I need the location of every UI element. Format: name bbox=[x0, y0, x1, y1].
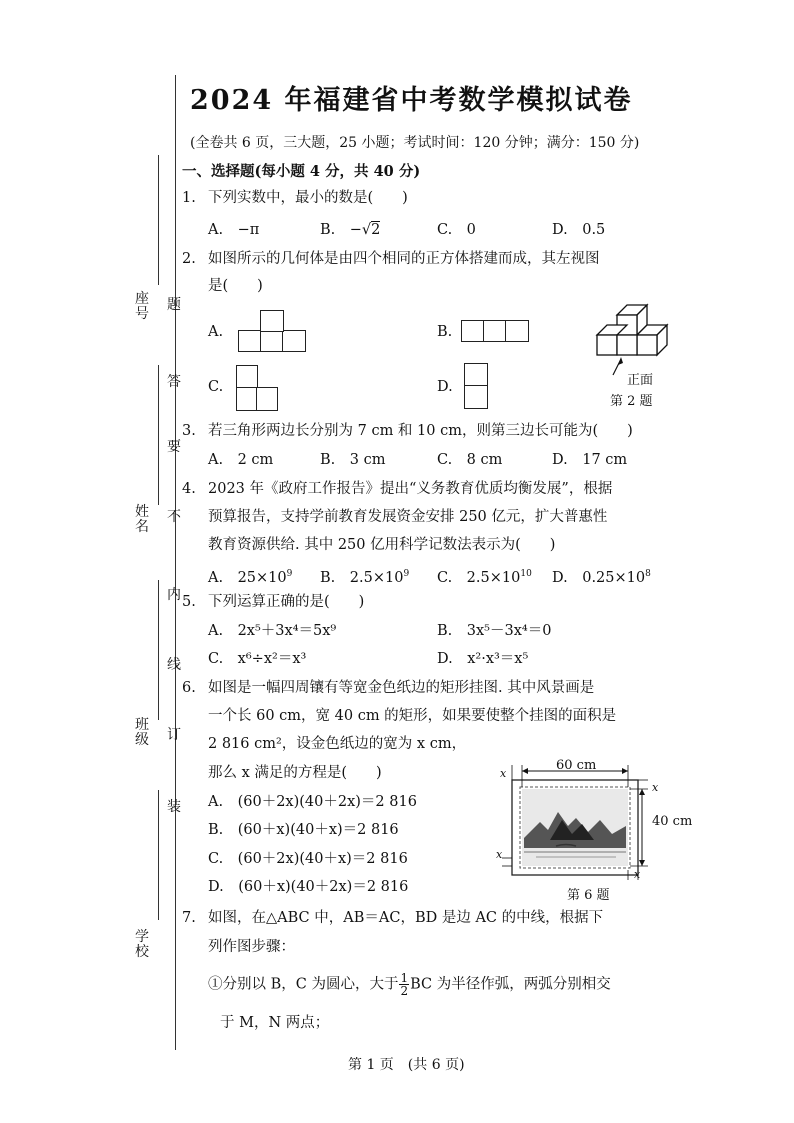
exam-info: (全卷共 6 页，三大题，25 小题；考试时间：120 分钟；满分：150 分) bbox=[190, 135, 640, 151]
warning-char: 不 bbox=[167, 509, 181, 525]
field-label-seat: 座号 bbox=[135, 291, 149, 322]
q6-line4: 那么 x 满足的方程是( ) bbox=[208, 765, 382, 781]
field-line-school bbox=[158, 790, 159, 920]
q6-caption: 第 6 题 bbox=[567, 888, 610, 903]
q1-stem: 下列实数中，最小的数是( ) bbox=[208, 190, 408, 206]
field-label-class: 班级 bbox=[135, 717, 149, 748]
q6-fig-width-label: 60 cm bbox=[556, 758, 597, 773]
q2-option-d-label: D. bbox=[437, 379, 453, 395]
q2-option-c-label: C. bbox=[208, 379, 224, 395]
q1-number: 1. bbox=[182, 190, 196, 206]
q4-option-a: A. $25\times 10^9$ bbox=[208, 569, 293, 586]
q6-option-b: B. (60＋x)(40＋x)＝2 816 bbox=[208, 822, 399, 838]
warning-char: 要 bbox=[167, 439, 181, 455]
q3-stem: 若三角形两边长分别为 7 cm 和 10 cm，则第三边长可能为( ) bbox=[208, 423, 633, 439]
q4-line3: 教育资源供给. 其中 250 亿用科学记数法表示为( ) bbox=[208, 537, 556, 553]
q6-fig-x-label: x bbox=[634, 868, 641, 881]
q6-number: 6. bbox=[182, 680, 196, 696]
q7-fraction: $\frac{1}{2}$ bbox=[400, 971, 409, 998]
q4-line1: 2023 年《政府工作报告》提出“义务教育优质均衡发展”，根据 bbox=[208, 481, 613, 497]
q2-number: 2. bbox=[182, 251, 196, 267]
q2-option-a-label: A. bbox=[208, 324, 224, 340]
q3-option-d: D. 17 cm bbox=[552, 452, 628, 468]
q5-option-d: D. x²·x³＝x⁵ bbox=[437, 651, 529, 667]
q6-line1: 如图是一幅四周镶有等宽金色纸边的矩形挂图. 其中风景画是 bbox=[208, 680, 595, 696]
q7-line1: 如图，在△ABC 中，AB＝AC，BD 是边 AC 的中线，根据下 bbox=[208, 910, 604, 926]
q6-option-c: C. (60＋2x)(40＋x)＝2 816 bbox=[208, 851, 408, 867]
q7-step1-part2: BC 为半径作弧，两弧分别相交 bbox=[410, 976, 611, 993]
q7-step1-part1: ①分别以 B，C 为圆心，大于 bbox=[208, 976, 399, 993]
q4-option-d: D. $0.25\times 10^8$ bbox=[552, 569, 651, 586]
q6-line2: 一个长 60 cm，宽 40 cm 的矩形，如果要使整个挂图的面积是 bbox=[208, 708, 617, 724]
q7-step1 bbox=[208, 972, 611, 997]
q3-number: 3. bbox=[182, 423, 196, 439]
warning-char: 题 bbox=[167, 297, 181, 313]
q6-fig-x-label: x bbox=[652, 781, 659, 794]
q5-stem: 下列运算正确的是( ) bbox=[208, 594, 365, 610]
warning-char: 答 bbox=[167, 374, 181, 390]
q3-option-b: B. 3 cm bbox=[320, 452, 386, 468]
q7-line2: 列作图步骤： bbox=[208, 939, 295, 955]
section-title: 一、选择题(每小题 4 分，共 40 分) bbox=[182, 163, 421, 180]
q2-option-b-label: B. bbox=[437, 324, 453, 340]
page-footer: 第 1 页 (共 6 页) bbox=[348, 1057, 465, 1073]
landscape-image bbox=[522, 789, 628, 866]
q1-option-b bbox=[320, 220, 380, 240]
q3-option-c: C. 8 cm bbox=[437, 452, 503, 468]
q2-stem-line1: 如图所示的几何体是由四个相同的正方体搭建而成，其左视图 bbox=[208, 251, 600, 267]
field-line-class bbox=[158, 580, 159, 720]
q5-number: 5. bbox=[182, 594, 196, 610]
warning-char: 订 bbox=[167, 727, 181, 743]
q6-fig-x-label: x bbox=[496, 848, 503, 861]
field-label-name: 姓名 bbox=[135, 504, 149, 535]
q2-stem-line2: 是( ) bbox=[208, 278, 263, 294]
q5-option-b: B. 3x⁵－3x⁴＝0 bbox=[437, 623, 552, 639]
sqrt-icon: √ bbox=[361, 222, 372, 238]
q1-option-c: C. 0 bbox=[437, 222, 476, 238]
q5-option-c: C. x⁶÷x²＝x³ bbox=[208, 651, 307, 667]
warning-char: 线 bbox=[167, 657, 181, 673]
margin-line bbox=[175, 75, 176, 1050]
page-title: 2024 年福建省中考数学模拟试卷 bbox=[190, 85, 633, 116]
q6-fig-height-label: 40 cm bbox=[652, 814, 693, 829]
q4-line2: 预算报告，支持学前教育发展资金安排 250 亿元，扩大普惠性 bbox=[208, 509, 608, 525]
warning-char: 装 bbox=[167, 799, 181, 815]
q6-option-a: A. (60＋2x)(40＋2x)＝2 816 bbox=[208, 794, 417, 810]
q4-number: 4. bbox=[182, 481, 196, 497]
q6-option-d: D. (60＋x)(40＋2x)＝2 816 bbox=[208, 879, 409, 895]
q1-option-d: D. 0.5 bbox=[552, 222, 606, 238]
q6-fig-x-label: x bbox=[500, 767, 507, 780]
field-line-seat bbox=[158, 155, 159, 285]
q1-option-a: A. −π bbox=[208, 222, 260, 238]
q7-step1-cont: 于 M，N 两点； bbox=[220, 1015, 330, 1031]
q4-option-b: B. $2.5\times 10^9$ bbox=[320, 569, 410, 586]
q5-option-a: A. 2x⁵＋3x⁴＝5x⁹ bbox=[208, 623, 337, 639]
warning-char: 内 bbox=[167, 587, 181, 603]
field-label-school: 学校 bbox=[135, 929, 149, 960]
q3-option-a: A. 2 cm bbox=[208, 452, 274, 468]
q1-option-b-label: B. − bbox=[320, 222, 362, 238]
field-line-name bbox=[158, 365, 159, 505]
q7-number: 7. bbox=[182, 910, 196, 926]
q4-option-c: C. $2.5\times 10^{10}$ bbox=[437, 569, 532, 586]
q2-front-label: 正面 bbox=[627, 373, 654, 388]
q2-caption: 第 2 题 bbox=[610, 394, 653, 409]
q6-line3: 2 816 cm²，设金色纸边的宽为 x cm， bbox=[208, 736, 467, 752]
q1-option-b-radicand: 2 bbox=[371, 222, 381, 238]
